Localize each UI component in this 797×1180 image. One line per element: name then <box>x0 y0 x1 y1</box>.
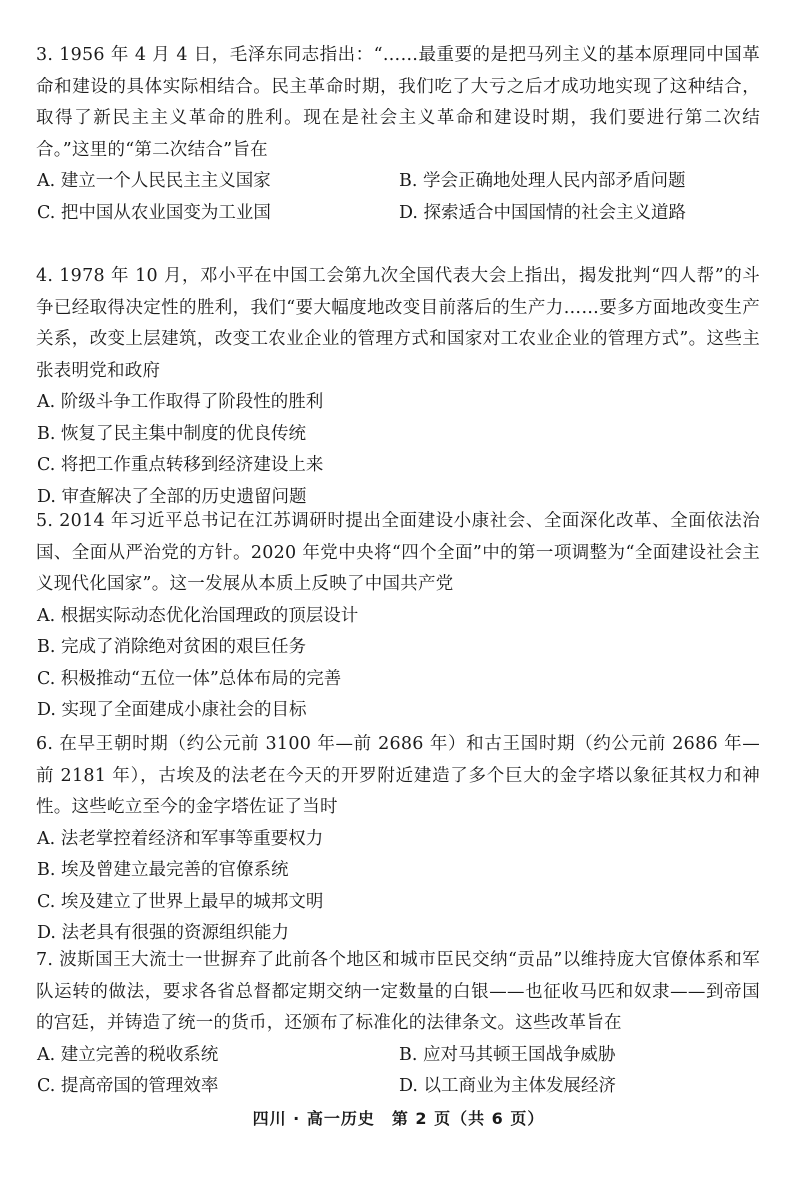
question-stem: 7. 波斯国王大流士一世摒弃了此前各个地区和城市臣民交纳“贡品”以维持庞大官僚体系和军队运转的做法，要求各省总督都定期交纳一定数量的白银——也征收马匹和奴隶——到帝国的宫廷，并铸造了统一的货币，还颁布了标准化的法律条文。这些改革旨在 <box>36 950 760 1033</box>
question-stem: 3. 1956 年 4 月 4 日，毛泽东同志指出：“……最重要的是把马列主义的基本原理同中国革命和建设的具体实际相结合。民主革命时期，我们吃了大亏之后才成功地实现了这种结合，取得了新民主主义革命的胜利。现在是社会主义革命和建设时期，我们要进行第二次结合。”这里的“第二次结合”旨在 <box>36 45 760 160</box>
question-stem: 5. 2014 年习近平总书记在江苏调研时提出全面建设小康社会、全面深化改革、全面依法治国、全面从严治党的方针。2020 年党中央将“四个全面”中的第一项调整为“全面建设社会主义现代化国家”。这一发展从本质上反映了中国共产党 <box>36 511 760 594</box>
question-7 <box>36 945 760 1103</box>
option-c: C. 提高帝国的管理效率 <box>37 1076 219 1096</box>
option-b: B. 埃及曾建立最完善的官僚系统 <box>37 860 289 880</box>
option-a: A. 法老掌控着经济和军事等重要权力 <box>37 828 324 849</box>
question-3 <box>36 40 760 229</box>
option-c: C. 将把工作重点转移到经济建设上来 <box>37 455 324 475</box>
option-d: D. 法老具有很强的资源组织能力 <box>37 923 290 943</box>
option-a: A. 阶级斗争工作取得了阶段性的胜利 <box>37 392 324 412</box>
option-d: D. 审查解决了全部的历史遗留问题 <box>37 486 307 507</box>
options <box>36 387 760 513</box>
page-footer: 四川 · 高一历史 第 2 页（共 6 页） <box>252 1109 545 1128</box>
option-c: C. 积极推动“五位一体”总体布局的完善 <box>37 668 342 689</box>
option-b: B. 应对马其顿王国战争威胁 <box>399 1044 616 1065</box>
option-d: D. 以工商业为主体发展经济 <box>399 1076 617 1096</box>
option-b: B. 学会正确地处理人民内部矛盾问题 <box>399 171 686 191</box>
option-a: A. 建立完善的税收系统 <box>37 1044 219 1065</box>
options <box>36 1040 760 1103</box>
option-a: A. 建立一个人民民主主义国家 <box>37 171 271 191</box>
option-b: B. 恢复了民主集中制度的优良传统 <box>37 423 306 444</box>
question-stem: 4. 1978 年 10 月，邓小平在中国工会第九次全国代表大会上指出，揭发批判“四人帮”的斗争已经取得决定性的胜利，我们“要大幅度地改变目前落后的生产力……要多方面地改变生产关系，改变上层建筑，改变工农业企业的管理方式和国家对工农业企业的管理方式”。这些主张表明党和政府 <box>36 266 760 381</box>
question-stem: 6. 在早王朝时期（约公元前 3100 年—前 2686 年）和古王国时期（约公元前 2686 年—前 2181 年），古埃及的法老在今天的开罗附近建造了多个巨大的金字塔以象征其权力和神性。这些屹立至今的金字塔佐证了当时 <box>36 734 760 817</box>
options <box>36 166 760 229</box>
option-a: A. 根据实际动态优化治国理政的顶层设计 <box>37 605 359 626</box>
option-d: D. 实现了全面建成小康社会的目标 <box>37 700 307 720</box>
options <box>36 824 760 950</box>
option-c: C. 埃及建立了世界上最早的城邦文明 <box>37 891 324 912</box>
option-d: D. 探索适合中国国情的社会主义道路 <box>399 202 687 223</box>
options <box>36 601 760 727</box>
option-b: B. 完成了消除绝对贫困的艰巨任务 <box>37 637 306 657</box>
question-6 <box>36 729 760 950</box>
option-c: C. 把中国从农业国变为工业国 <box>37 202 271 223</box>
question-4 <box>36 261 760 513</box>
question-5 <box>36 506 760 727</box>
